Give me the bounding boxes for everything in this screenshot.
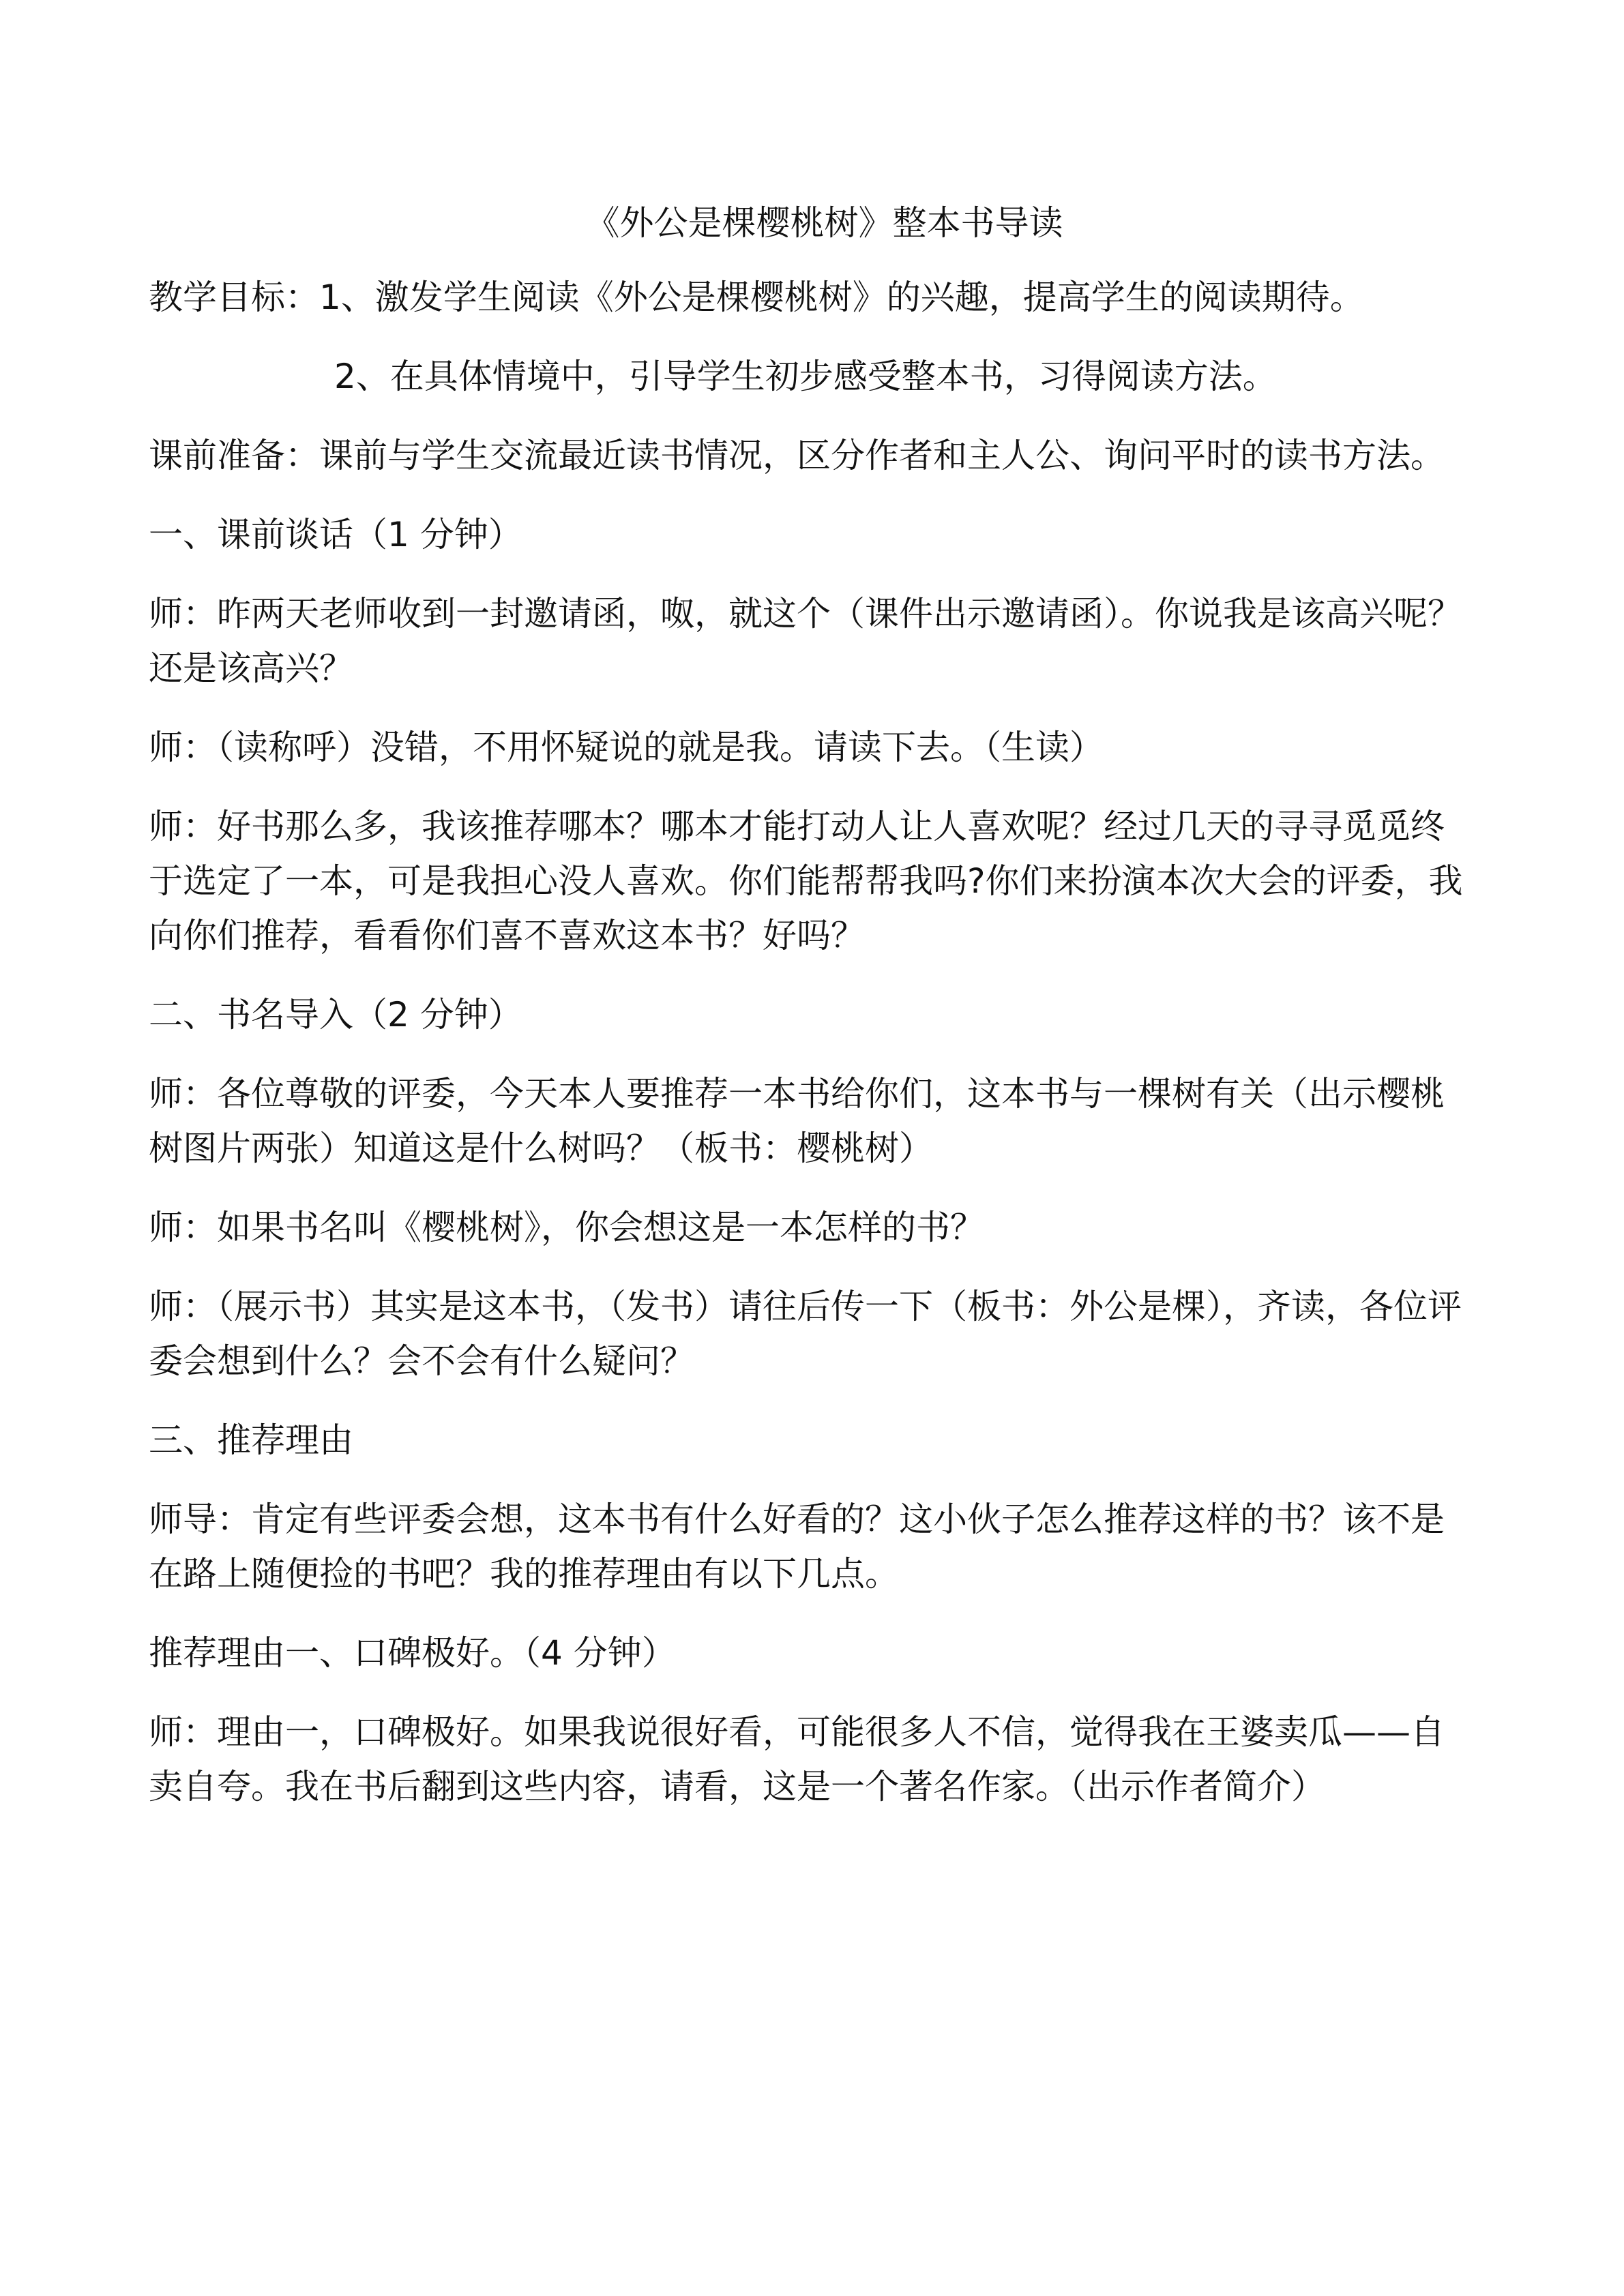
- document-title: 《外公是棵樱桃树》整本书导读: [585, 203, 1063, 243]
- paragraph-goal-1: 教学目标：1、激发学生阅读《外公是棵樱桃树》的兴趣，提高学生的阅读期待。: [149, 278, 1364, 317]
- paragraph-goal-2: 2、在具体情境中，引导学生初步感受整本书，习得阅读方法。: [334, 357, 1277, 396]
- paragraph-preparation: 课前准备：课前与学生交流最近读书情况，区分作者和主人公、询问平时的读书方法。: [149, 436, 1445, 475]
- section-heading-3: 三、推荐理由: [149, 1420, 353, 1460]
- paragraph: 师导：肯定有些评委会想，这本书有什么好看的？这小伙子怎么推荐这样的书？该不是在路上随便捡的书吧？我的推荐理由有以下几点。: [149, 1500, 1445, 1594]
- paragraph: 师：理由一，口碑极好。如果我说很好看，可能很多人不信，觉得我在王婆卖瓜——自卖自夸。我在书后翻到这些内容，请看，这是一个著名作家。（出示作者简介）: [149, 1712, 1445, 1806]
- paragraph: 师：（展示书）其实是这本书，（发书）请往后传一下（板书：外公是棵），齐读，各位评委会想到什么？会不会有什么疑问？: [149, 1287, 1462, 1381]
- document-body: [149, 198, 1475, 1838]
- section-heading-1: 一、课前谈话（1 分钟）: [149, 515, 522, 554]
- subsection-heading: 推荐理由一、口碑极好。（4 分钟）: [149, 1633, 676, 1673]
- section-heading-2: 二、书名导入（2 分钟）: [149, 995, 522, 1034]
- paragraph: 师：昨两天老师收到一封邀请函，呶，就这个（课件出示邀请函）。你说我是该高兴呢？还是该高兴？: [149, 594, 1462, 688]
- paragraph: 师：（读称呼）没错，不用怀疑说的就是我。请读下去。（生读）: [149, 728, 1104, 767]
- paragraph: 师：好书那么多，我该推荐哪本？哪本才能打动人让人喜欢呢？经过几天的寻寻觅觅终于选定了一本，可是我担心没人喜欢。你们能帮帮我吗?你们来扮演本次大会的评委，我向你们推荐，看看你们喜不喜欢这本书？好吗？: [149, 807, 1463, 955]
- paragraph: 师：如果书名叫《樱桃树》，你会想这是一本怎样的书？: [149, 1208, 984, 1247]
- paragraph: 师：各位尊敬的评委，今天本人要推荐一本书给你们，这本书与一棵树有关（出示樱桃树图片两张）知道这是什么树吗？（板书：樱桃树）: [149, 1074, 1445, 1168]
